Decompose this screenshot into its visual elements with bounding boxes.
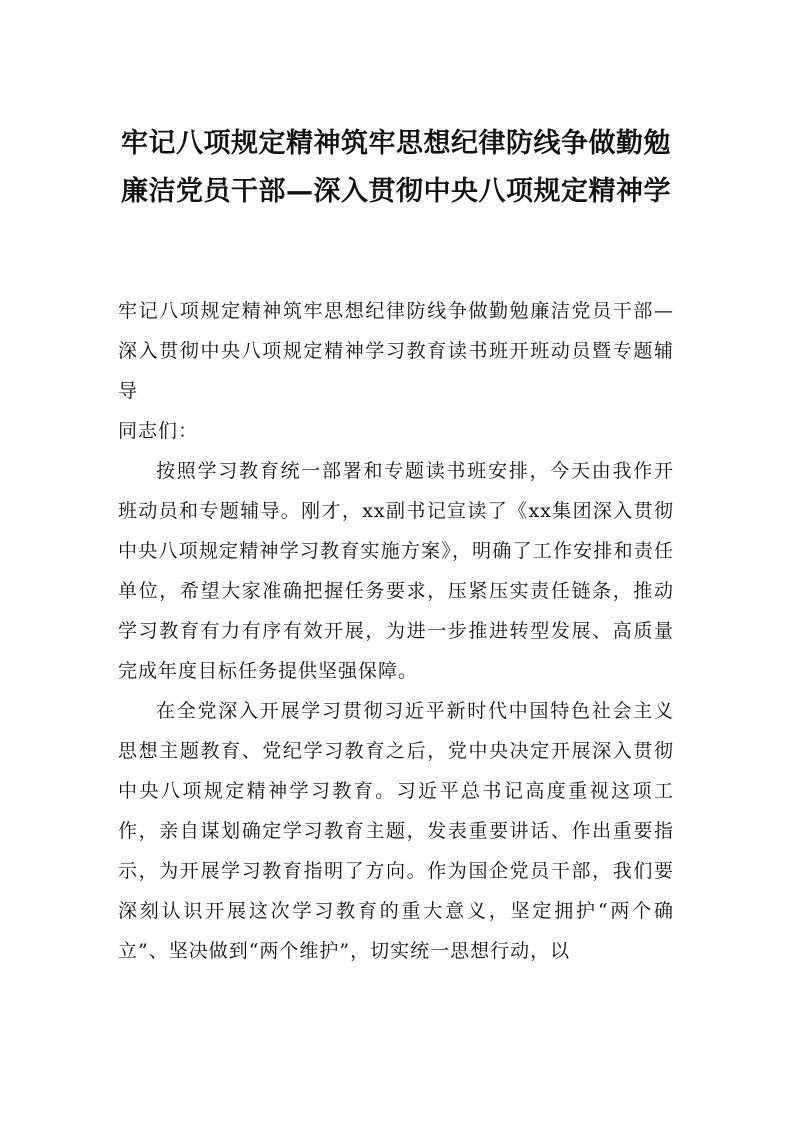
body-paragraph-1: 按照学习教育统一部署和专题读书班安排，今天由我作开班动员和专题辅导。刚才，xx副书记宣读了《xx集团深入贯彻中央八项规定精神学习教育实施方案》，明确了工作安排和责任单位，希望大家准确把握任务要求，压紧压实责任链条，推动学习教育有力有序有效开展，为进一步推进转型发展、高质量完成年度目标任务提供坚强保障。 (118, 460, 674, 682)
salutation: 同志们： (118, 420, 199, 442)
document-title: 牢记八项规定精神筑牢思想纪律防线争做勤勉廉洁党员干部—深入贯彻中央八项规定精神学 (121, 128, 671, 207)
body-paragraph-2: 在全党深入开展学习贯彻习近平新时代中国特色社会主义思想主题教育、党纪学习教育之后，党中央决定开展深入贯彻中央八项规定精神学习教育。习近平总书记高度重视这项工作，亲自谋划确定学习教育主题，发表重要讲话、作出重要指示，为开展学习教育指明了方向。作为国企党员干部，我们要深刻认识开展这次学习教育的重大意义，坚定拥护“两个确立”、坚决做到“两个维护”，切实统一思想行动，以 (118, 700, 674, 962)
document-body (118, 291, 674, 971)
subtitle-paragraph: 牢记八项规定精神筑牢思想纪律防线争做勤勉廉洁党员干部—深入贯彻中央八项规定精神学习教育读书班开班动员暨专题辅导 (118, 300, 674, 402)
